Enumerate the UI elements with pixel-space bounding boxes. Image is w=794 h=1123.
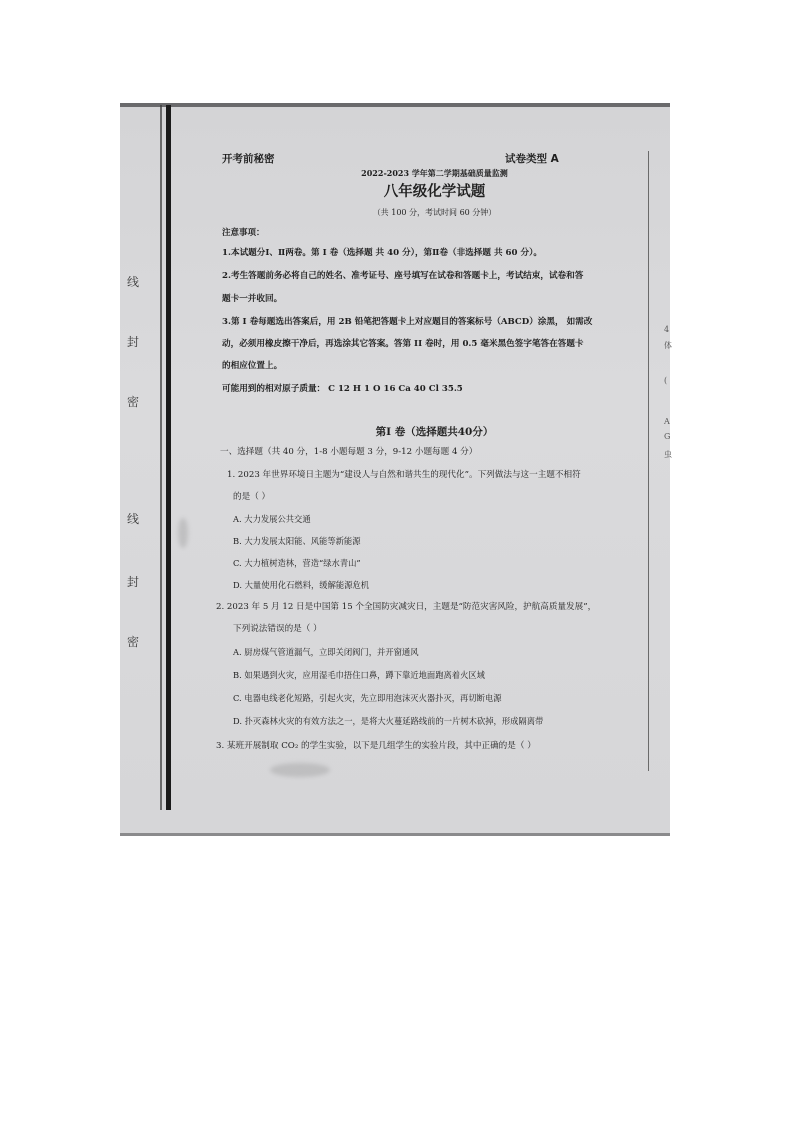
- seal-char-xian-upper: 线: [126, 275, 139, 289]
- question-1-stem-cont: 的是（ ）: [233, 492, 271, 502]
- photo-bottom-edge: [120, 833, 670, 836]
- photo-top-edge: [120, 103, 670, 107]
- part1-title: 第Ⅰ 卷（选择题共40分）: [375, 426, 494, 438]
- seal-char-feng-upper: 封: [126, 335, 139, 349]
- question-1-option-b: B. 大力发展太阳能、风能等新能源: [233, 536, 361, 546]
- seal-char-feng-lower: 封: [126, 575, 139, 589]
- question-2-option-c: C. 电器电线老化短路，引起火灾，先立即用泡沫灭火器扑灭，再切断电源: [233, 693, 502, 703]
- atomic-mass-line: 可能用到的相对原子质量： C 12 H 1 O 16 Ca 40 Cl 35.5: [222, 384, 463, 394]
- question-1-option-c: C. 大力植树造林，营造“绿水青山”: [233, 558, 361, 568]
- seal-char-mi-upper: 密: [126, 395, 139, 409]
- question-2-option-d: D. 扑灭森林火灾的有效方法之一，是将大火蔓延路线前的一片树木砍掉，形成隔离带: [233, 716, 544, 726]
- right-margin-rule: [648, 151, 649, 771]
- seal-char-mi-lower: 密: [126, 635, 139, 649]
- confidential-label: 开考前秘密: [222, 153, 275, 165]
- section-heading: 一、选择题（共 40 分，1-8 小题每题 3 分，9-12 小题每题 4 分）: [220, 447, 478, 457]
- scan-smudge: [270, 763, 330, 777]
- notice-heading: 注意事项：: [222, 228, 265, 238]
- edge-fragment: G: [664, 432, 671, 441]
- question-2-stem: 2. 2023 年 5 月 12 日是中国第 15 个全国防灾减灾日，主题是“防范灾害风险，护航高质量发展”，: [216, 602, 597, 612]
- question-1-option-d: D. 大量使用化石燃料，缓解能源危机: [233, 580, 370, 590]
- question-1-stem: 1. 2023 年世界环境日主题为“建设人与自然和谐共生的现代化”。下列做法与这一主题不相符: [227, 470, 581, 480]
- edge-fragment: 虫: [664, 450, 672, 459]
- scan-smudge: [178, 518, 188, 548]
- notice-line: 的相应位置上。: [222, 361, 283, 371]
- question-3-stem: 3. 某班开展制取 CO₂ 的学生实验，以下是几组学生的实验片段，其中正确的是（ ）: [216, 741, 536, 751]
- paper-type-label: 试卷类型 A: [505, 153, 559, 165]
- question-2-option-a: A. 厨房煤气管道漏气，立即关闭阀门，并开窗通风: [233, 647, 419, 657]
- question-2-stem-cont: 下列说法错误的是（ ）: [233, 624, 322, 634]
- seal-char-xian-lower: 线: [126, 512, 139, 526]
- binding-line-thin: [160, 105, 162, 810]
- exam-info: （共 100 分，考试时间 60 分钟）: [372, 208, 497, 217]
- question-2-option-b: B. 如果遇到火灾，应用湿毛巾捂住口鼻，蹲下靠近地面跑离着火区域: [233, 670, 485, 680]
- edge-fragment: 体: [664, 341, 672, 350]
- notice-line: 动，必须用橡皮擦干净后，再选涂其它答案。答第 II 卷时，用 0.5 毫米黑色签字笔答在答题卡: [222, 339, 584, 349]
- binding-line-thick: [166, 105, 171, 810]
- exam-title: 八年级化学试题: [383, 184, 486, 200]
- edge-fragment: A: [664, 417, 670, 426]
- notice-line: 3.第 Ⅰ 卷每题选出答案后，用 2B 铅笔把答题卡上对应题目的答案标号（ABCD）涂黑， 如需改: [222, 317, 593, 327]
- notice-line: 题卡一并收回。: [222, 294, 283, 304]
- exam-subtitle: 2022-2023 学年第二学期基础质量监测: [361, 168, 508, 178]
- edge-fragment: (: [664, 376, 668, 385]
- notice-line: 2.考生答题前务必将自己的姓名、准考证号、座号填写在试卷和答题卡上，考试结束，试卷和答: [222, 271, 584, 281]
- question-1-option-a: A. 大力发展公共交通: [233, 514, 311, 524]
- edge-fragment: 4: [664, 325, 670, 334]
- scanned-exam-photo: [120, 103, 670, 836]
- notice-line: 1.本试题分Ⅰ、Ⅱ两卷。第 Ⅰ 卷（选择题 共 40 分），第Ⅱ卷（非选择题 共 60 分）。: [222, 248, 542, 258]
